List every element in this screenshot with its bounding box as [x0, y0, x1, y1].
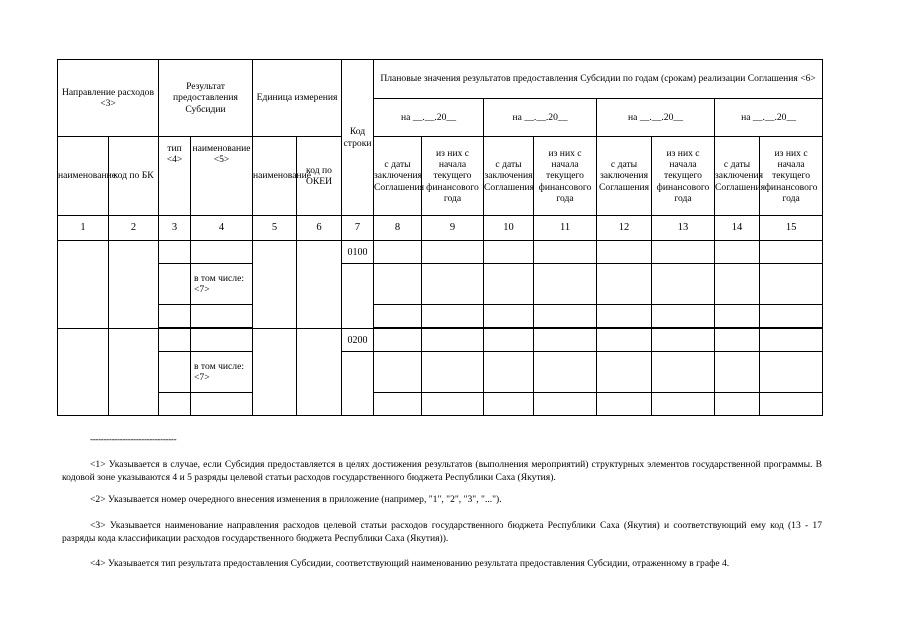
empty-cell[interactable] — [422, 264, 484, 305]
footnote-4: <4> Указывается тип результата предоставления Субсидии, соответствующий наименованию результата предоставления Субсидии, отраженному в графе 4. — [90, 558, 730, 569]
empty-cell[interactable] — [597, 352, 652, 393]
empty-cell[interactable] — [534, 329, 597, 352]
empty-cell[interactable] — [342, 264, 374, 329]
empty-cell[interactable] — [597, 264, 652, 305]
empty-cell[interactable] — [159, 241, 191, 264]
empty-cell[interactable] — [297, 329, 342, 416]
footnote-3: <3> Указывается наименование направления расходов целевой статьи расходов государственного бюджета Республики Саха (Якутия) и соответствующий ему код (13 - 17 разряды кода классификации расходов государственного бюджета Республики Саха (Якутия)). — [62, 520, 822, 544]
empty-cell[interactable] — [534, 393, 597, 416]
column-number: 15 — [760, 216, 823, 241]
header-unit: Единица измерения — [253, 60, 342, 137]
empty-cell[interactable] — [760, 305, 823, 328]
header-row-1 — [58, 60, 823, 99]
subheader-unit-name: наименование — [253, 137, 297, 216]
subheader-of-them-3: из них с начала текущего финансового года — [652, 137, 715, 216]
empty-cell[interactable] — [109, 329, 159, 416]
table-row — [58, 305, 823, 328]
empty-cell[interactable] — [159, 264, 191, 305]
date-group-4: на __.__.20__ — [715, 99, 823, 137]
empty-cell[interactable] — [715, 329, 760, 352]
empty-cell[interactable] — [715, 393, 760, 416]
empty-cell[interactable] — [342, 352, 374, 416]
empty-cell[interactable] — [652, 305, 715, 328]
subheader-from-date-2: с даты заключения Соглашения — [484, 137, 534, 216]
footnote-1: <1> Указывается в случае, если Субсидия предоставляется в целях достижения результатов (выполнения мероприятий) структурных элементов государственной программы. В кодовой зоне указываются 4 и 5 разряды целевой статьи расходов государственного бюджета Республики Саха (Якутия). — [62, 459, 822, 483]
empty-cell[interactable] — [191, 305, 253, 328]
empty-cell[interactable] — [191, 241, 253, 264]
column-number: 9 — [422, 216, 484, 241]
column-number: 5 — [253, 216, 297, 241]
subheader-of-them-2: из них с начала текущего финансового года — [534, 137, 597, 216]
header-result: Результат предоставления Субсидии — [159, 60, 253, 137]
empty-cell[interactable] — [597, 241, 652, 264]
empty-cell[interactable] — [652, 352, 715, 393]
empty-cell[interactable] — [58, 329, 109, 416]
column-numbers-row — [58, 216, 823, 241]
empty-cell[interactable] — [253, 241, 297, 329]
empty-cell[interactable] — [760, 264, 823, 305]
empty-cell[interactable] — [652, 241, 715, 264]
column-number: 7 — [342, 216, 374, 241]
empty-cell[interactable] — [597, 329, 652, 352]
column-number: 10 — [484, 216, 534, 241]
subheader-unit-code: код по ОКЕИ — [297, 137, 342, 216]
table-row — [58, 352, 823, 393]
date-group-2: на __.__.20__ — [484, 99, 597, 137]
empty-cell[interactable] — [422, 305, 484, 328]
empty-cell[interactable] — [534, 264, 597, 305]
subheader-from-date-1: с даты заключения Соглашения — [374, 137, 422, 216]
subheader-result-type: тип <4> — [159, 137, 191, 216]
empty-cell[interactable] — [191, 393, 253, 416]
empty-cell[interactable] — [374, 264, 422, 305]
empty-cell[interactable] — [484, 241, 534, 264]
table-row — [58, 241, 823, 264]
empty-cell[interactable] — [597, 305, 652, 328]
column-number: 14 — [715, 216, 760, 241]
subheader-from-date-3: с даты заключения Соглашения — [597, 137, 652, 216]
empty-cell[interactable] — [159, 305, 191, 328]
empty-cell[interactable] — [422, 393, 484, 416]
empty-cell[interactable] — [374, 305, 422, 328]
column-number: 13 — [652, 216, 715, 241]
column-number: 12 — [597, 216, 652, 241]
empty-cell[interactable] — [760, 393, 823, 416]
empty-cell[interactable] — [760, 352, 823, 393]
empty-cell[interactable] — [760, 329, 823, 352]
empty-cell[interactable] — [715, 352, 760, 393]
subheader-direction-code: код по БК — [109, 137, 159, 216]
empty-cell[interactable] — [652, 393, 715, 416]
column-number: 1 — [58, 216, 109, 241]
header-row-code: Код строки — [342, 60, 374, 216]
empty-cell[interactable] — [191, 329, 253, 352]
empty-cell[interactable] — [484, 264, 534, 305]
column-number: 2 — [109, 216, 159, 241]
including-label: в том числе: <7> — [191, 352, 253, 393]
empty-cell[interactable] — [760, 241, 823, 264]
empty-cell[interactable] — [297, 241, 342, 329]
empty-cell[interactable] — [534, 305, 597, 328]
empty-cell[interactable] — [374, 393, 422, 416]
subheader-direction-name: наименование — [58, 137, 109, 216]
empty-cell[interactable] — [374, 329, 422, 352]
date-group-1: на __.__.20__ — [374, 99, 484, 137]
subheader-result-name: наименование <5> — [191, 137, 253, 216]
empty-cell[interactable] — [715, 241, 760, 264]
footnote-separator: -------------------------------- — [90, 434, 177, 444]
empty-cell[interactable] — [484, 329, 534, 352]
table-row — [58, 393, 823, 416]
empty-cell[interactable] — [715, 264, 760, 305]
empty-cell[interactable] — [109, 241, 159, 329]
empty-cell[interactable] — [422, 352, 484, 393]
row-code-cell: 0200 — [342, 329, 374, 352]
empty-cell[interactable] — [597, 393, 652, 416]
empty-cell[interactable] — [484, 305, 534, 328]
table-row — [58, 329, 823, 352]
empty-cell[interactable] — [484, 393, 534, 416]
header-row-3 — [58, 137, 823, 216]
empty-cell[interactable] — [652, 264, 715, 305]
footnote-2: <2> Указывается номер очередного внесения изменения в приложение (например, "1", "2", "3", "..."). — [90, 494, 502, 505]
date-group-3: на __.__.20__ — [597, 99, 715, 137]
empty-cell[interactable] — [253, 329, 297, 416]
empty-cell[interactable] — [159, 352, 191, 393]
empty-cell[interactable] — [374, 352, 422, 393]
table-row — [58, 264, 823, 305]
column-number: 6 — [297, 216, 342, 241]
subheader-of-them-1: из них с начала текущего финансового года — [422, 137, 484, 216]
subheader-from-date-4: с даты заключения Соглашения — [715, 137, 760, 216]
empty-cell[interactable] — [422, 241, 484, 264]
row-code-cell: 0100 — [342, 241, 374, 264]
empty-cell[interactable] — [374, 241, 422, 264]
empty-cell[interactable] — [159, 393, 191, 416]
column-number: 8 — [374, 216, 422, 241]
empty-cell[interactable] — [534, 352, 597, 393]
empty-cell[interactable] — [534, 241, 597, 264]
empty-cell[interactable] — [484, 352, 534, 393]
header-planned: Плановые значения результатов предоставления Субсидии по годам (срокам) реализации Соглашения <6> — [374, 60, 823, 99]
column-number: 11 — [534, 216, 597, 241]
empty-cell[interactable] — [652, 329, 715, 352]
subheader-of-them-4: из них с начала текущего финансового года — [760, 137, 823, 216]
column-number: 3 — [159, 216, 191, 241]
column-number: 4 — [191, 216, 253, 241]
empty-cell[interactable] — [58, 241, 109, 329]
header-direction: Направление расходов <3> — [58, 60, 159, 137]
empty-cell[interactable] — [422, 329, 484, 352]
empty-cell[interactable] — [159, 329, 191, 352]
empty-cell[interactable] — [715, 305, 760, 328]
including-label: в том числе: <7> — [191, 264, 253, 305]
planned-values-table — [57, 59, 823, 416]
